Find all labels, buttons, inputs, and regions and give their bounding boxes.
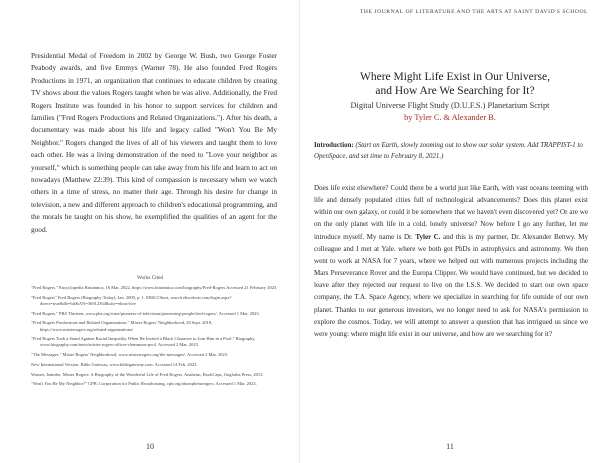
introduction-label: Introduction: [314, 142, 354, 149]
works-cited-entry: "Fred Rogers Productions and Related Organizations." Mister Rogers' Neighborhood, 20 Sept. 2018, https://www.misterrogers.org/related-organizations/ [31, 320, 213, 332]
works-cited-entry: Warner, Jennifer. Mister Rogers: A Biography of the Wonderful Life of Fred Rogers. Anaheim, BookCaps, Goglotha Press, 2013. [31, 371, 264, 377]
works-cited-entry: "Fred Rogers Took a Stand Against Racial Inequality When He Invited a Black Character to Join Him in a Pool." Biography, www.biography.com/news/mister-rogers-officer-clemmons-pool. Accessed 2 Mar. 2023. [31, 336, 256, 348]
works-cited-entry: "Fred Rogers." PBS Thirteen, www.pbs.org/wnet/pioneers-of-television/pioneering-people/fred-rogers/. Accessed 1 Mar. 2023. [31, 310, 260, 316]
article-subtitle: Digital Universe Flight Study (D.U.F.S.) Planetarium Script [350, 101, 550, 110]
body-text-part-1: Does life exist elsewhere? Could there be a world just like Earth, with vast oceans teeming with life and densely populated cities full of technological advancements? Does this planet exist within our own galaxy, or could it be somewhere that we haven't even discovered yet? Or are we on the only planet with life in a cold, lonely universe? Now before I go any further, let me introduce myself. My name is Dr. [314, 184, 588, 241]
article-title-line-2: and How Are We Searching for It? [375, 85, 535, 97]
introduction-stage-direction: (Start on Earth, slowly zooming out to show our solar system. Add TRAPPIST-1 to OpenSpace, and set time to February 8, 2021.) [314, 142, 583, 160]
introduction [314, 141, 588, 162]
works-cited-entry: "The Messages." Mister Rogers' Neighborhood, www.misterrogers.org/the-messages/. Accessed 2 Mar. 2023. [31, 352, 229, 358]
right-page-body [314, 182, 588, 340]
left-page-body: Presidential Medal of Freedom in 2002 by George W. Bush, two George Foster Peabody awards, and five Emmys (Warner 78). He also founded Fred Rogers Productions in 1971, an organization that continues to educate children by creating TV shows about the values Rogers taught when he was alive. Additionally, the Fred Rogers Institute was founded in his honor to support services for children and families ("Fred Rogers Productions and Related Organizations."). After his death, a documentary was made about his life and legacy called "Won't You Be My Neighbor." Rogers changed the lives of all of his viewers and taught them to love each other. He was a living demonstration of the need to "Love your neighbor as yourself," which is something people can take away from his life and learn to act on nowadays (Matthew 22:39). This kind of compassion is necessary when we watch others in a time of stress, no matter their age. Through his desire for change in television, a new and different approach to children's educational programming, and the morals he taught on his show, he exemplified the qualities of an agent for the good. [31, 51, 277, 234]
article-title-line-1: Where Might Life Exist in Our Universe, [359, 71, 551, 83]
article-title [330, 70, 580, 98]
works-cited-entry: "Fred Rogers" Fred Rogers (Biography Today), Jan. 2009, p. 1. EBSCOhost, search.ebscohost.com/login.aspx?direct=true&db=hft&AN=36912364&site=ehost-live [31, 294, 232, 306]
right-page [300, 0, 600, 463]
works-cited-entry: New International Version. Bible Gateway, www.biblegateway.com. Accessed 14 Feb. 2023. [31, 361, 198, 367]
body-text-part-2: and this is my partner, Dr. Alexander Bettwy. My colleague and I met at Yale. where we both got PhDs in astrophysics and astronomy. We then went to work at NASA for 7 years, where we helped out with numerous projects including the Mars Perseverance Rover and the Europa Clipper. We would have continued, but we decided to leave after they rejected our request to live on the I.S.S. We decided to start our own space company, the T.A. Space Agency, where we specialize in searching for life outside of our own planet. Thanks to our generous investors, we no longer need to ask for NASA's permission to explore the cosmos. Today, we will attempt to answer a question that has intrigued us since we were young: where might life exist in our universe, and how are we searching for it? [314, 232, 588, 338]
article-authors: by Tyler C. & Alexander B. [404, 113, 496, 122]
body-author-name: Tyler C. [415, 232, 441, 241]
page-number-right: 11 [446, 442, 454, 451]
works-cited-heading: Works Cited [137, 275, 163, 281]
page-number-left: 10 [146, 442, 154, 451]
works-cited-list [31, 285, 277, 391]
works-cited-entry: "Fred Rogers." Encyclopedia Britannica, 16 Mar. 2022, https://www.britannica.com/biography/Fred-Rogers Accessed 21 February 2023 [31, 285, 277, 290]
running-header: THE JOURNAL OF LITERATURE AND THE ARTS AT SAINT DAVID'S SCHOOL [359, 9, 588, 15]
works-cited-entry: "Won't You Be My Neighbor?" CPB: Corporation for Public Broadcasting, cpb.org/aboutpb/mrrogers. Accessed 1 Mar. 2023. [31, 381, 257, 387]
